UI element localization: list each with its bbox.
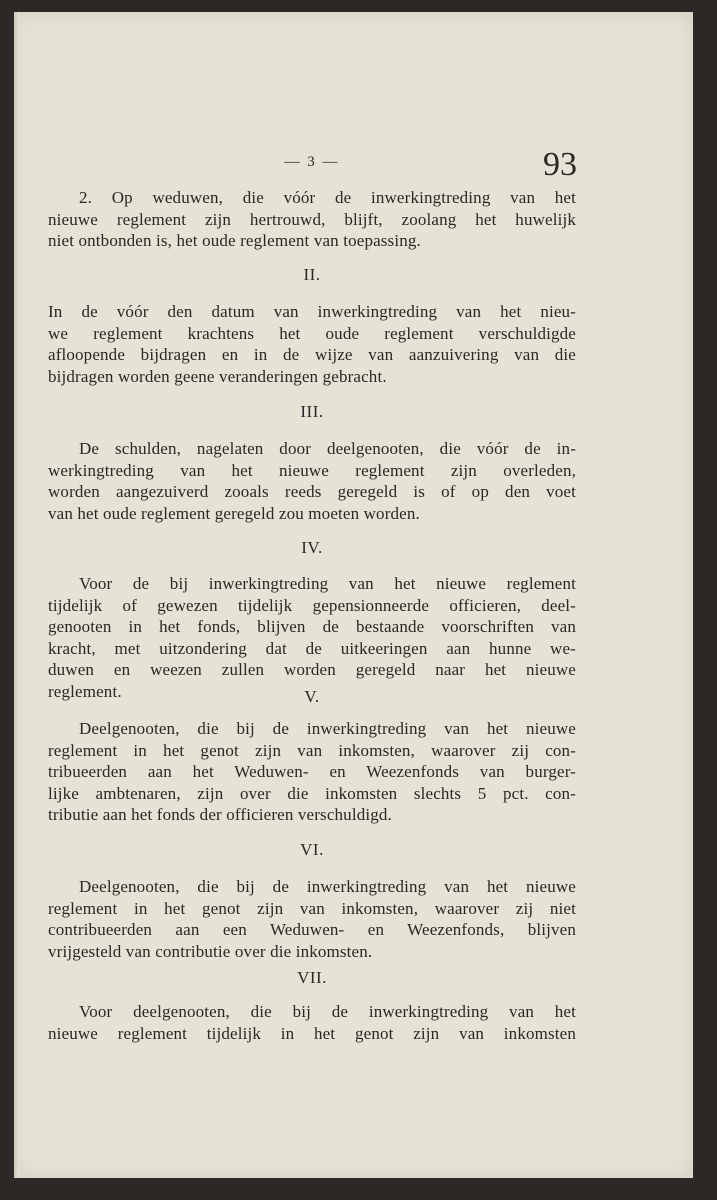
text-line: Deelgenooten, die bij de inwerkingtreding van het nieuwe bbox=[79, 877, 576, 896]
text-line: kracht, met uitzondering dat de uitkeeringen aan hunne we- bbox=[48, 638, 576, 658]
text-line: van het oude reglement geregeld zou moeten worden. bbox=[48, 503, 420, 523]
paragraph-iv bbox=[48, 573, 576, 702]
paragraph-vii bbox=[48, 1001, 576, 1044]
text-line: Deelgenooten, die bij de inwerkingtreding van het nieuwe bbox=[79, 719, 576, 738]
text-line: bijdragen worden geene veranderingen gebracht. bbox=[48, 366, 387, 386]
paragraph-2 bbox=[48, 187, 576, 252]
text-line: nieuwe reglement tijdelijk in het genot zijn van inkomsten bbox=[48, 1023, 576, 1043]
text-line: genooten in het fonds, blijven de bestaande voorschriften van bbox=[48, 617, 576, 636]
text-line: worden aangezuiverd zooals reeds geregeld is of op den voet bbox=[48, 482, 576, 501]
text-line: Voor de bij inwerkingtreding van het nieuwe reglement bbox=[79, 574, 576, 593]
section-heading-v: V. bbox=[304, 687, 320, 706]
folio-number: 93 bbox=[543, 146, 577, 183]
paragraph-iii bbox=[48, 438, 576, 524]
paragraph-vi bbox=[48, 876, 576, 962]
text-line: we reglement krachtens het oude reglement verschuldigde bbox=[48, 323, 576, 343]
text-line: werkingtreding van het nieuwe reglement zijn overleden, bbox=[48, 460, 576, 480]
text-line: afloopende bijdragen en in de wijze van aanzuivering van die bbox=[48, 345, 576, 364]
section-heading-vi: VI. bbox=[300, 840, 324, 859]
text-line: De schulden, nagelaten door deelgenooten, die vóór de in- bbox=[79, 439, 576, 458]
page-spine-shadow bbox=[14, 12, 20, 1178]
text-line: duwen en weezen zullen worden geregeld naar het nieuwe bbox=[48, 660, 576, 679]
text-line: contribueerden aan een Weduwen- en Weezenfonds, blijven bbox=[48, 920, 576, 939]
document-page bbox=[14, 12, 693, 1178]
section-heading-iii: III. bbox=[300, 402, 324, 421]
text-line: lijke ambtenaren, zijn over die inkomsten slechts 5 pct. con- bbox=[48, 783, 576, 803]
text-line: tijdelijk of gewezen tijdelijk gepensionneerde officieren, deel- bbox=[48, 595, 576, 615]
section-heading-vii: VII. bbox=[297, 968, 327, 987]
text-line: 2. Op weduwen, die vóór de inwerkingtreding van het bbox=[79, 188, 576, 207]
text-line: Voor deelgenooten, die bij de inwerkingtreding van het bbox=[79, 1002, 576, 1021]
page-number: — 3 — bbox=[284, 154, 340, 170]
text-line: reglement. bbox=[48, 681, 122, 701]
text-line: vrijgesteld van contributie over die inkomsten. bbox=[48, 941, 373, 961]
section-heading-ii: II. bbox=[303, 265, 321, 284]
text-line: reglement in het genot zijn van inkomsten, waarover zij niet bbox=[48, 898, 576, 918]
paragraph-v bbox=[48, 718, 576, 826]
section-heading-iv: IV. bbox=[301, 538, 323, 557]
text-line: niet ontbonden is, het oude reglement van toepassing. bbox=[48, 231, 421, 250]
text-line: nieuwe reglement zijn hertrouwd, blijft, zoolang het huwelijk bbox=[48, 209, 576, 229]
text-line: tribueerden aan het Weduwen- en Weezenfonds van burger- bbox=[48, 762, 576, 781]
text-line: reglement in het genot zijn van inkomsten, waarover zij con- bbox=[48, 740, 576, 760]
text-line: tributie aan het fonds der officieren verschuldigd. bbox=[48, 805, 392, 824]
paragraph-ii bbox=[48, 301, 576, 387]
text-line: In de vóór den datum van inwerkingtreding van het nieu- bbox=[48, 302, 576, 321]
